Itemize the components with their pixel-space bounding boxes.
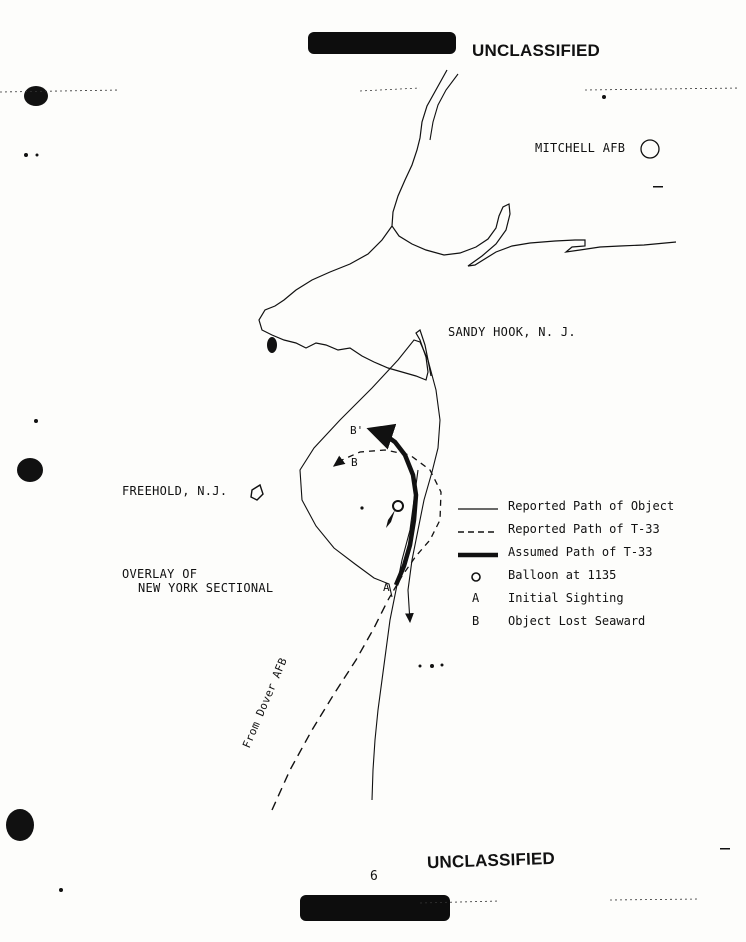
legend-symbol-letter: A [472, 591, 480, 605]
shoreline-south [372, 470, 418, 800]
label-freehold: FREEHOLD, N.J. [122, 484, 228, 498]
coast-mark [267, 337, 277, 353]
legend-item [458, 589, 718, 612]
thick-line-icon [458, 552, 498, 558]
overlay-title-line2: NEW YORK SECTIONAL [138, 581, 274, 595]
legend-label: Balloon at 1135 [508, 568, 617, 582]
reported-path-t33 [272, 600, 388, 810]
page-number: 6 [370, 869, 378, 884]
map-legend [458, 497, 718, 635]
legend-symbol-letter: B [472, 614, 480, 628]
point-label-b: B [351, 456, 358, 469]
circle-icon [470, 571, 482, 583]
legend-label: Reported Path of T-33 [508, 522, 660, 536]
inlet-line [430, 74, 458, 140]
map-dot [360, 506, 363, 509]
point-label-b-prime: B' [350, 424, 364, 437]
legend-item [458, 520, 718, 543]
airfield-symbol [641, 140, 659, 158]
point-label-a: A [383, 581, 390, 594]
legend-label: Assumed Path of T-33 [508, 545, 653, 559]
assumed-path-t33 [375, 431, 416, 585]
town-symbol [251, 485, 263, 500]
footer-classification: UNCLASSIFIED [426, 848, 556, 873]
balloon-drift-mark [386, 510, 395, 528]
dashed-line-icon [458, 529, 498, 535]
reported-path-object [300, 340, 440, 622]
legend-item [458, 497, 718, 520]
legend-item [458, 566, 718, 589]
legend-label: Object Lost Seaward [508, 614, 646, 628]
overlay-title-line1: OVERLAY OF [122, 567, 198, 581]
label-from-dover: From Dover AFB [240, 655, 290, 751]
balloon-marker [393, 501, 403, 511]
legend-label: Initial Sighting [508, 591, 624, 605]
label-sandy-hook: SANDY HOOK, N. J. [448, 325, 576, 339]
legend-label: Reported Path of Object [508, 499, 675, 513]
page-specks [0, 86, 740, 903]
solid-line-icon [458, 506, 498, 512]
legend-item [458, 612, 718, 635]
legend-item [458, 543, 718, 566]
label-mitchell-afb: MITCHELL AFB [535, 141, 626, 155]
header-classification: UNCLASSIFIED [472, 41, 601, 60]
